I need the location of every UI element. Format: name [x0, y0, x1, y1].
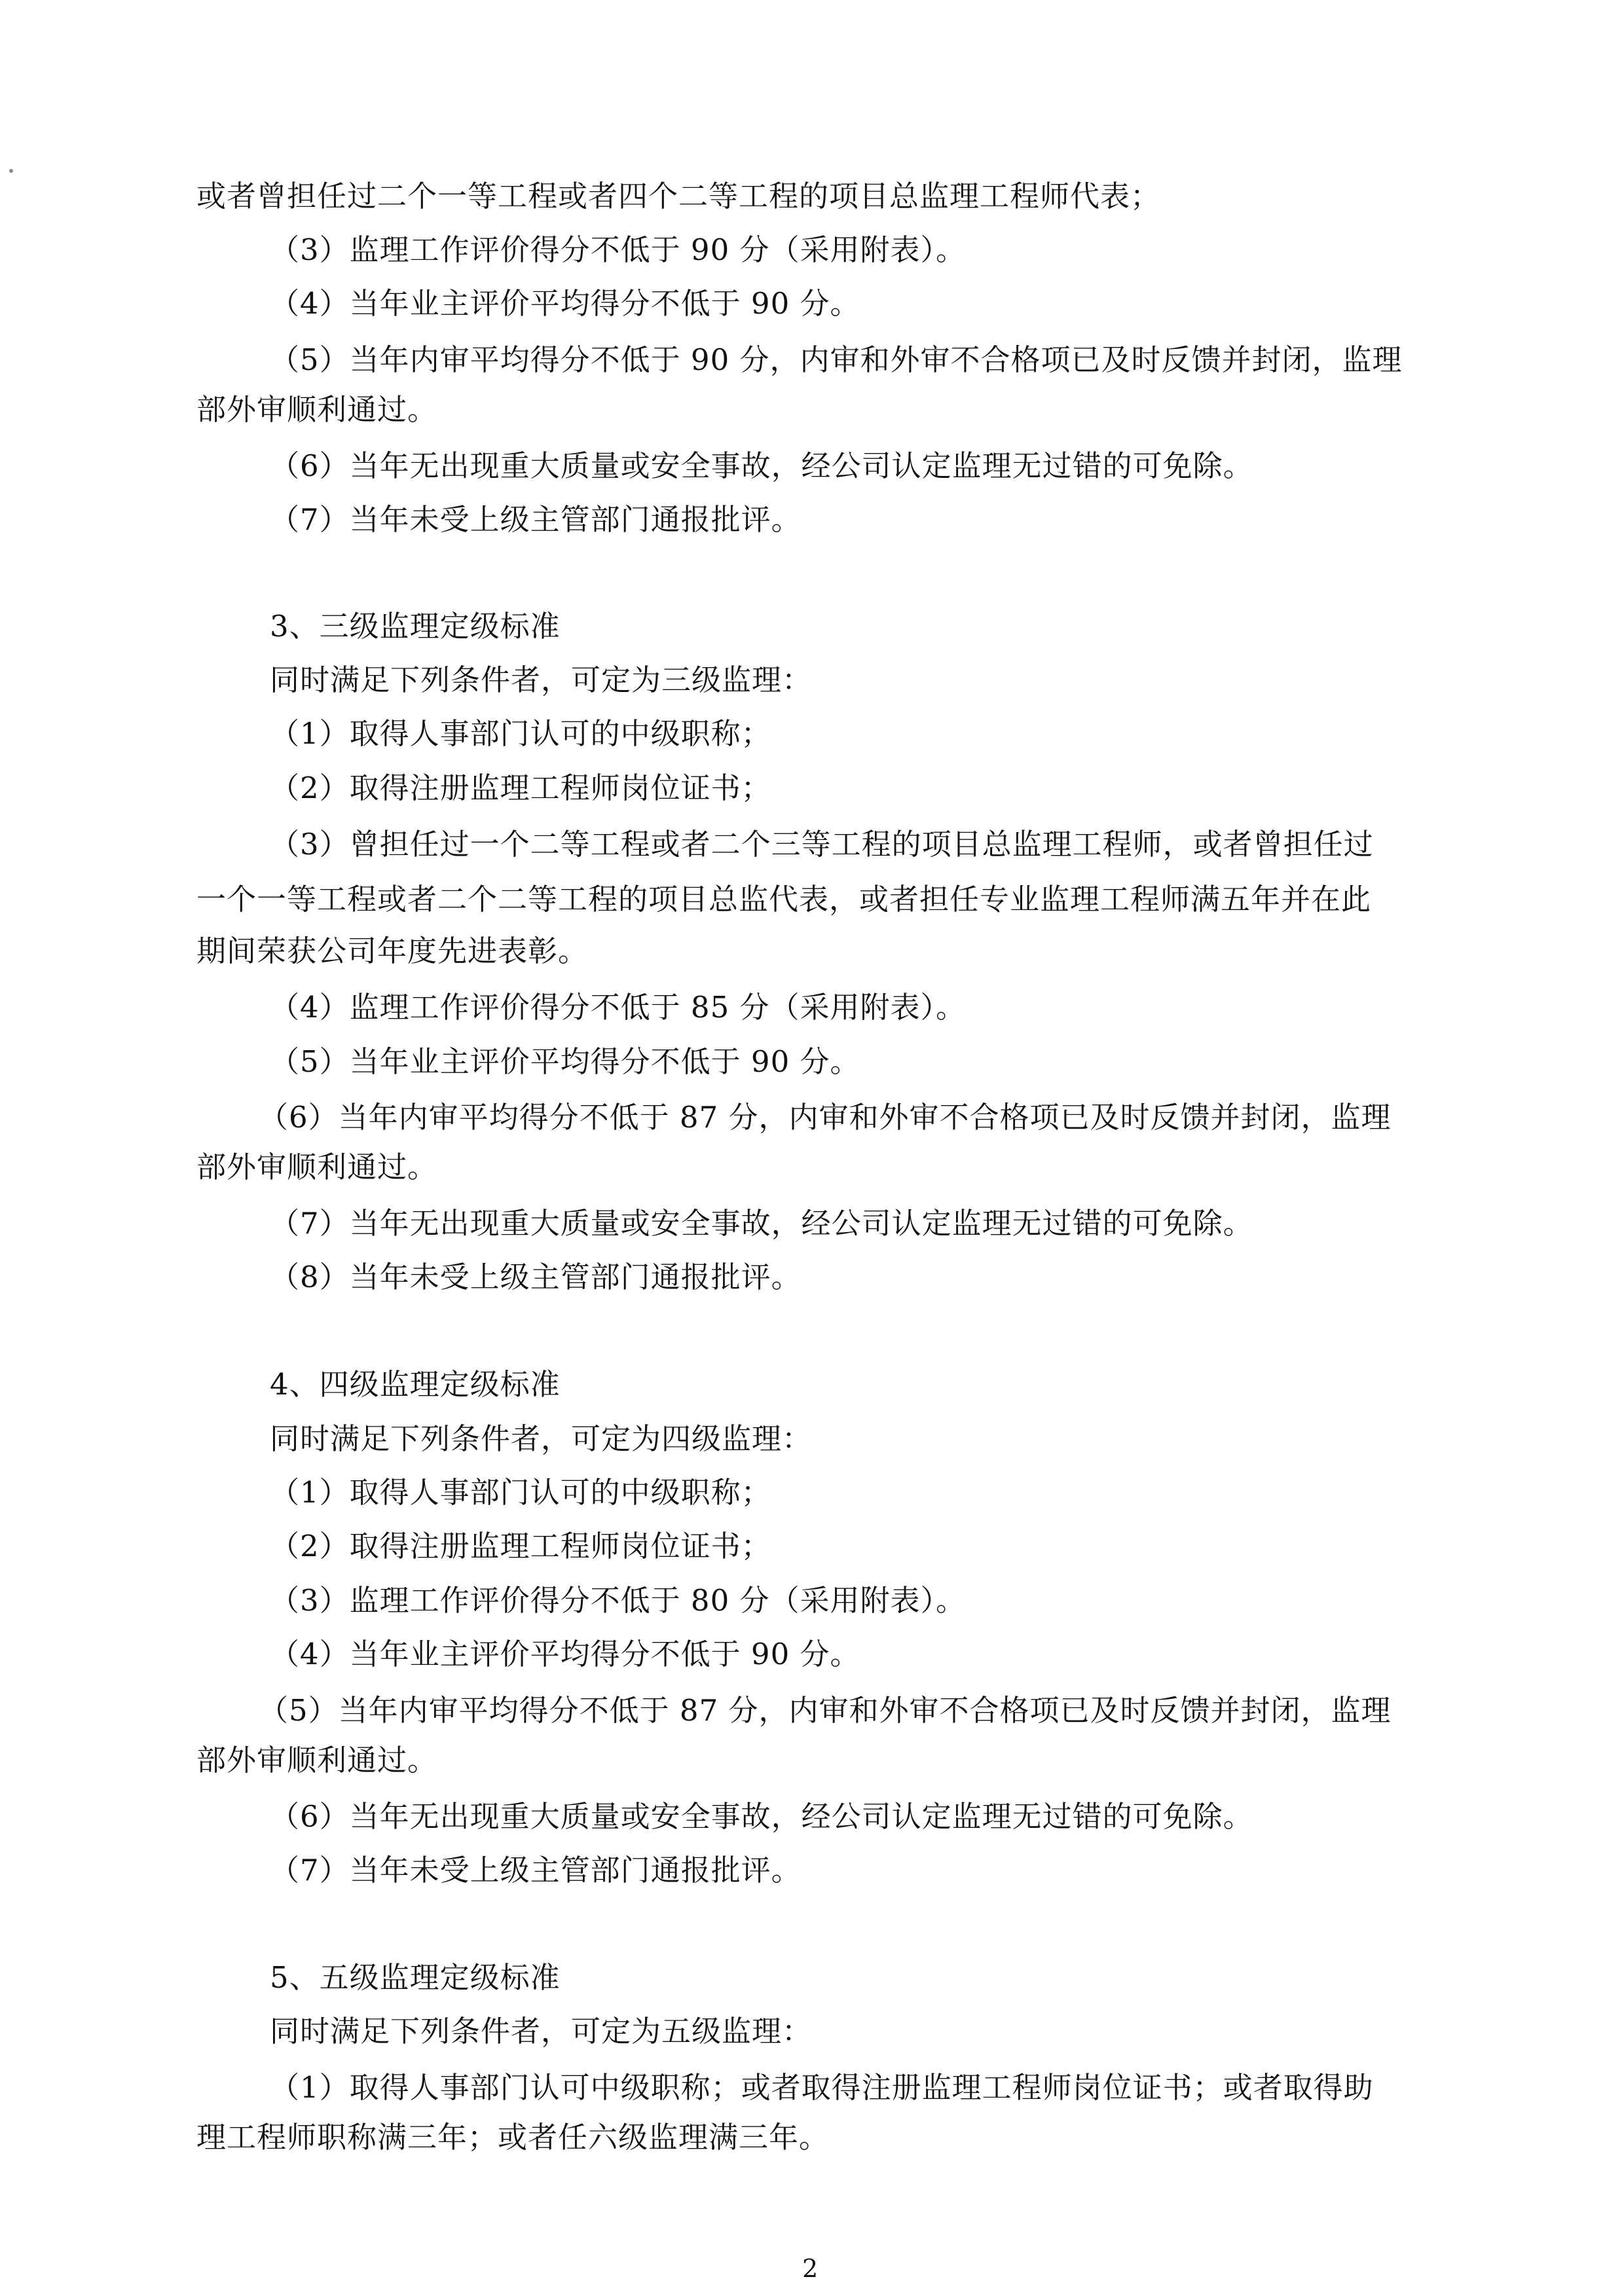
list-item: （6）当年无出现重大质量或安全事故，经公司认定监理无过错的可免除。 — [270, 1799, 1253, 1834]
list-item: （1）取得人事部门认可的中级职称； — [270, 1475, 771, 1510]
page-number: 2 — [802, 2254, 819, 2283]
list-item: （1）取得人事部门认可中级职称；或者取得注册监理工程师岗位证书；或者取得助 — [270, 2070, 1374, 2105]
list-item: （7）当年未受上级主管部门通报批评。 — [270, 1853, 802, 1887]
list-item: （5）当年业主评价平均得分不低于 90 分。 — [270, 1044, 860, 1079]
list-item: （3）监理工作评价得分不低于 90 分（采用附表）。 — [270, 232, 967, 267]
list-item: （5）当年内审平均得分不低于 87 分，内审和外审不合格项已及时反馈并封闭，监理 — [259, 1693, 1392, 1728]
list-item: （4）当年业主评价平均得分不低于 90 分。 — [270, 286, 860, 321]
list-item: （6）当年内审平均得分不低于 87 分，内审和外审不合格项已及时反馈并封闭，监理 — [259, 1100, 1392, 1135]
text-line: 同时满足下列条件者，可定为四级监理： — [270, 1421, 813, 1456]
list-item: （3）监理工作评价得分不低于 80 分（采用附表）。 — [270, 1583, 967, 1618]
section-heading: 3、三级监理定级标准 — [270, 609, 561, 644]
text-line: 部外审顺利通过。 — [196, 1150, 438, 1184]
list-item: （3）曾担任过一个二等工程或者二个三等工程的项目总监理工程师，或者曾担任过 — [270, 827, 1374, 862]
list-item: （6）当年无出现重大质量或安全事故，经公司认定监理无过错的可免除。 — [270, 448, 1253, 483]
section-heading: 4、四级监理定级标准 — [270, 1367, 561, 1402]
text-line: 一个一等工程或者二个二等工程的项目总监代表，或者担任专业监理工程师满五年并在此 — [196, 882, 1372, 917]
list-item: （5）当年内审平均得分不低于 90 分，内审和外审不合格项已及时反馈并封闭，监理 — [270, 342, 1403, 377]
list-item: （7）当年未受上级主管部门通报批评。 — [270, 502, 802, 537]
list-item: （4）当年业主评价平均得分不低于 90 分。 — [270, 1637, 860, 1671]
text-line: 理工程师职称满三年；或者任六级监理满三年。 — [196, 2120, 830, 2155]
text-line: 期间荣获公司年度先进表彰。 — [196, 934, 589, 968]
list-item: （2）取得注册监理工程师岗位证书； — [270, 1529, 771, 1563]
text-line: 同时满足下列条件者，可定为三级监理： — [270, 663, 813, 697]
list-item: （2）取得注册监理工程师岗位证书； — [270, 771, 771, 805]
section-heading: 5、五级监理定级标准 — [270, 1960, 561, 1995]
list-item: （1）取得人事部门认可的中级职称； — [270, 716, 771, 751]
text-line: 部外审顺利通过。 — [196, 1743, 438, 1777]
list-item: （8）当年未受上级主管部门通报批评。 — [270, 1260, 802, 1294]
text-line: 同时满足下列条件者，可定为五级监理： — [270, 2014, 813, 2049]
text-line: 或者曾担任过二个一等工程或者四个二等工程的项目总监理工程师代表； — [196, 179, 1161, 213]
list-item: （4）监理工作评价得分不低于 85 分（采用附表）。 — [270, 990, 967, 1025]
text-line: 部外审顺利通过。 — [196, 392, 438, 427]
list-item: （7）当年无出现重大质量或安全事故，经公司认定监理无过错的可免除。 — [270, 1206, 1253, 1241]
scan-speck — [9, 169, 13, 173]
